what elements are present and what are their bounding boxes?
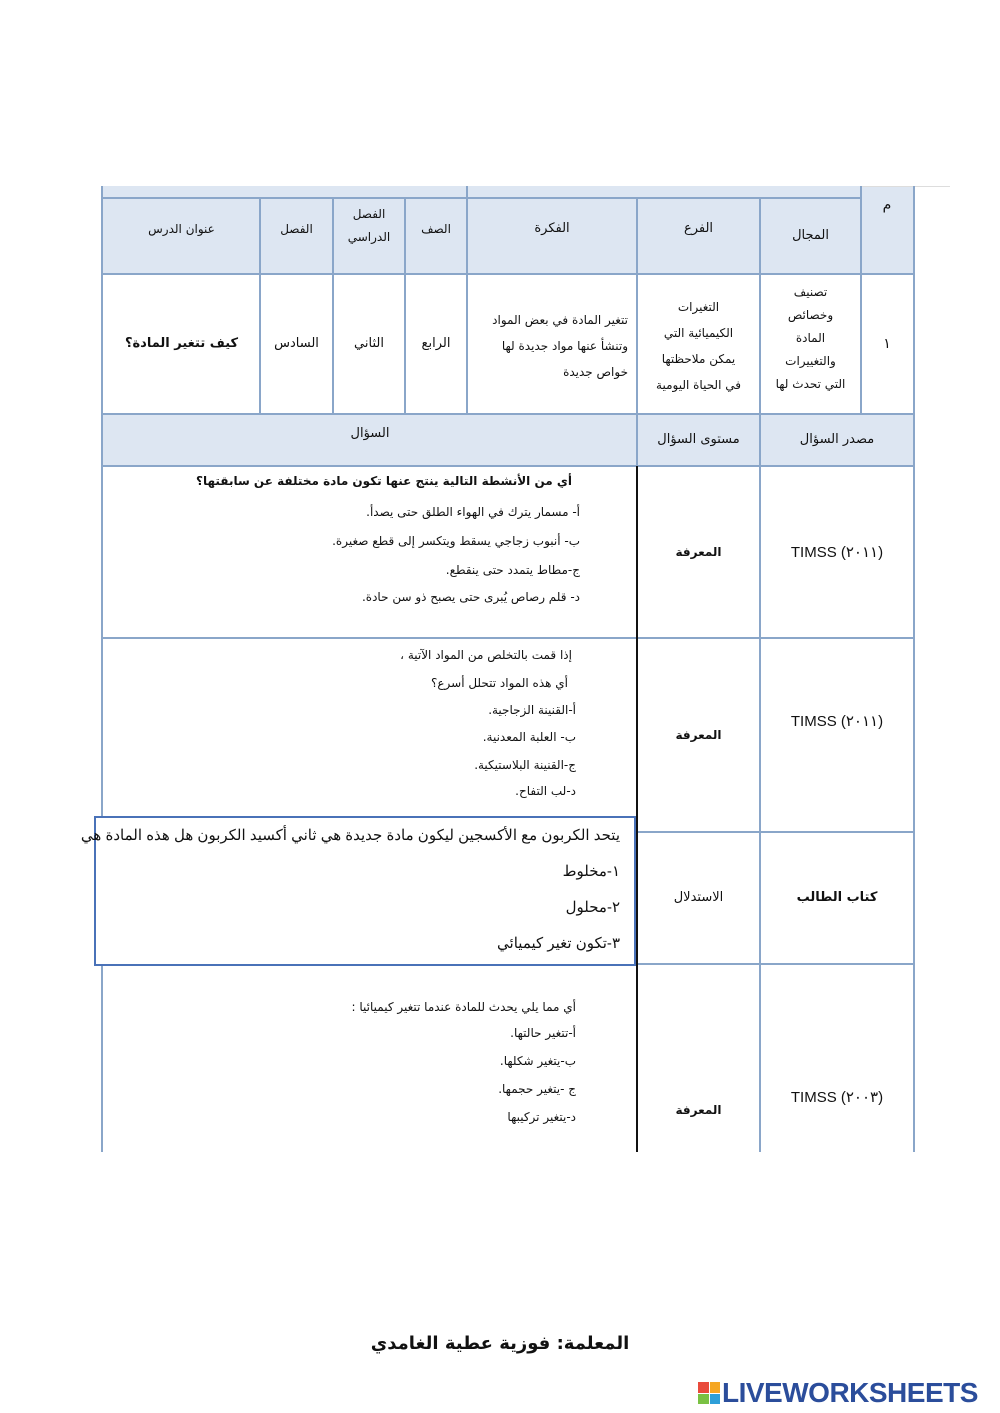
q3-stem: يتحد الكربون مع الأكسجين ليكون مادة جديدة هي ثاني أكسيد الكربون هل هذه المادة هي xyxy=(80,827,620,844)
header-idea: الفكرة xyxy=(534,220,570,236)
row1-domain-line: التي تحدث لها xyxy=(775,377,846,391)
q1-option[interactable]: أ- مسمار يترك في الهواء الطلق حتى يصدأ. xyxy=(366,505,580,519)
q4-option[interactable]: ج -يتغير حجمها. xyxy=(498,1082,576,1096)
header-semester-line1: الفصل xyxy=(352,207,386,221)
logo-square xyxy=(698,1382,709,1393)
q1-option[interactable]: ب- أنبوب زجاجي يسقط ويتكسر إلى قطع صغيرة. xyxy=(332,534,580,548)
row1-domain-line: وخصائص xyxy=(787,308,834,322)
header-grade: الصف xyxy=(421,221,451,236)
q2-level: المعرفة xyxy=(675,727,722,742)
row1-idea-line: وتنشأ عنها مواد جديدة لها xyxy=(501,339,628,353)
header-chapter: الفصل xyxy=(280,221,313,236)
row1-grade: الرابع xyxy=(421,335,451,351)
q3-option[interactable]: ٣-تكون تغير كيميائي xyxy=(497,935,620,952)
header-semester-line2: الدراسي xyxy=(347,229,391,244)
q1-stem: أي من الأنشطة التالية ينتج عنها تكون مادة مختلفة عن سابقتها؟ xyxy=(196,474,572,488)
q1-source: TIMSS (٢٠١١) xyxy=(790,544,884,561)
row1-idea xyxy=(468,307,628,407)
teacher-name: المعلمة: فوزية عطية الغامدي xyxy=(370,1333,630,1354)
brand-text: LIVEWORKSHEETS xyxy=(722,1377,978,1408)
q4-level: المعرفة xyxy=(675,1102,722,1117)
liveworksheets-brand[interactable] xyxy=(698,1378,978,1408)
q1-option[interactable]: ج-مطاط يتمدد حتى ينقطع. xyxy=(445,563,580,577)
subheader-question: السؤال xyxy=(350,425,390,441)
q1-level: المعرفة xyxy=(675,544,722,559)
row1-num: ١ xyxy=(883,335,891,352)
q2-source: TIMSS (٢٠١١) xyxy=(790,713,884,730)
q4-source: TIMSS (٢٠٠٣) xyxy=(790,1089,884,1106)
q2-stem: إذا قمت بالتخلص من المواد الآتية ، xyxy=(400,648,572,662)
q3-source: كتاب الطالب xyxy=(796,889,878,905)
liveworksheets-logo-icon xyxy=(698,1382,720,1404)
subheader-source: مصدر السؤال xyxy=(799,431,875,447)
row1-lesson-title: كيف تتغير المادة؟ xyxy=(124,335,239,351)
q3-text-box[interactable] xyxy=(80,816,636,966)
q2-stem: أي هذه المواد تتحلل أسرع؟ xyxy=(430,676,568,690)
grid-line xyxy=(913,186,915,1152)
logo-square xyxy=(710,1394,721,1405)
q3-level: الاستدلال xyxy=(673,889,724,905)
row1-idea-line: تتغير المادة في بعض المواد xyxy=(492,313,628,327)
q4-option[interactable]: د-يتغير تركيبها xyxy=(507,1110,576,1124)
row1-idea-line: خواص جديدة xyxy=(563,365,628,379)
subheader-level: مستوى السؤال xyxy=(657,431,740,447)
row1-branch xyxy=(638,294,759,412)
grid-line xyxy=(101,186,103,1152)
row1-branch-line: في الحياة اليومية xyxy=(656,378,741,392)
q4-option[interactable]: أ-تتغير حالتها. xyxy=(510,1026,576,1040)
logo-square xyxy=(710,1382,721,1393)
header-num: م xyxy=(882,196,892,213)
q4-option[interactable]: ب-يتغير شكلها. xyxy=(499,1054,576,1068)
top-faint-line xyxy=(860,186,950,187)
q2-option[interactable]: د-لب التفاح. xyxy=(515,784,576,798)
row1-semester: الثاني xyxy=(354,335,384,351)
header-semester xyxy=(334,203,404,267)
header-lesson-title: عنوان الدرس xyxy=(148,221,215,236)
logo-square xyxy=(698,1394,709,1405)
q3-option[interactable]: ٢-محلول xyxy=(565,899,620,916)
row1-domain-line: تصنيف xyxy=(793,285,828,299)
q2-option[interactable]: ب- العلبة المعدنية. xyxy=(482,730,576,744)
row1-branch-line: التغيرات xyxy=(677,300,720,314)
row1-domain xyxy=(761,281,860,413)
header-domain: المجال xyxy=(792,227,829,243)
q2-option[interactable]: أ-القنينة الزجاجية. xyxy=(488,703,576,717)
row1-domain-line: المادة xyxy=(795,331,826,345)
q3-option[interactable]: ١-مخلوط xyxy=(562,863,620,880)
row1-chapter: السادس xyxy=(274,335,319,351)
q4-stem: أي مما يلي يحدث للمادة عندما تتغير كيميائيا : xyxy=(351,1000,576,1014)
row1-domain-line: والتغييرات xyxy=(785,354,836,368)
q2-option[interactable]: ج-القنينة البلاستيكية. xyxy=(474,758,576,772)
header-branch: الفرع xyxy=(683,220,714,236)
row1-branch-line: الكيميائية التي xyxy=(663,326,734,340)
row1-branch-line: يمكن ملاحظتها xyxy=(661,352,736,366)
q1-option[interactable]: د- قلم رصاص يُبرى حتى يصبح ذو سن حادة. xyxy=(361,590,580,604)
